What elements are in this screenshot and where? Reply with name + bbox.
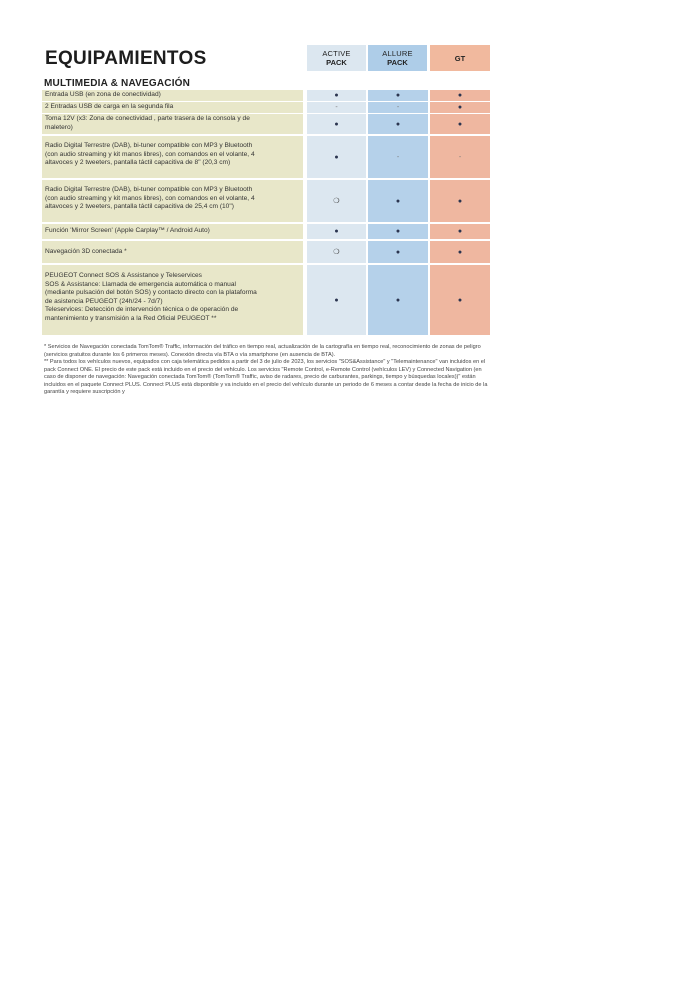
cell-allure-pack: ● (368, 180, 428, 222)
cell-allure-pack: - (368, 102, 428, 113)
cell-active-pack: ● (307, 265, 366, 335)
cell-gt: ● (430, 102, 490, 113)
row-label (42, 136, 303, 178)
column-header-line2: GT (454, 53, 466, 63)
row-label (42, 180, 303, 222)
cell-active-pack: ❍ (307, 241, 366, 263)
table-row (42, 90, 490, 101)
row-label-line: SOS & Assistance: Llamada de emergencia automática o manual (45, 280, 236, 288)
row-label (42, 265, 303, 335)
cell-gt: ● (430, 180, 490, 222)
row-label-line: altavoces y 2 tweeters, pantalla táctil capacitiva de 25,4 cm (10") (45, 203, 234, 211)
row-label-line: Toma 12V (x3: Zona de conectividad , parte trasera de la consola y de (45, 115, 250, 122)
table-row (42, 241, 490, 263)
row-label (42, 90, 303, 101)
row-label-line: altavoces y 2 tweeters, pantalla táctil capacitiva de 8" (20,3 cm) (45, 159, 231, 167)
column-header-line2: PACK (326, 58, 347, 67)
table-row (42, 136, 490, 178)
table-row (42, 265, 490, 335)
cell-allure-pack: ● (368, 90, 428, 101)
row-label (42, 114, 303, 134)
column-header-line1: ACTIVE (322, 49, 351, 58)
row-label-line: (con audio streaming y kit manos libres), con comandos en el volante, 4 (45, 150, 255, 158)
row-label-line: Radio Digital Terrestre (DAB), bi-tuner compatible con MP3 y Bluetooth (45, 186, 253, 193)
footnote: * Servicios de Navegación conectada TomTom® Traffic, información del tráfico en tiempo real, actualización de la cartografía en tiempo real, reconocimiento de zonas de peligro (servicios gratuitos durante los 6 primeros meses). Conexión directa vía BTA o vía smartphone (en ausencia de BTA). (44, 344, 481, 358)
row-label-line: maletero) (45, 123, 73, 131)
cell-active-pack: ● (307, 224, 366, 239)
row-label (42, 224, 303, 239)
row-label-line: Navegación 3D conectada * (45, 248, 127, 255)
footnote: ** Para todos los vehículos nuevos, equipados con caja telemática pedidos a partir del 3 de julio de 2023, los servicios "SOS&Assistance" y "Telemaintenance" van incluidos en el pack Connect ONE. El precio de este pack está incluido en el precio del vehículo. Los servicios "Remote Control, e-Remote Control (vehículos LEV) y Connected Navigation (en caso de disponer de navegación: Navegación conectada TomTom® (TomTom® Traffic, aviso de radares, precio de carburantes, parkings, tiempo y búsquedas locales))" están incluidos en el paquete Connect PLUS. Connect PLUS está disponible y va incluido en el precio del vehículo durante un periodo de 6 meses a contar desde la fecha de inicio de la garantía y requiere suscripción y (44, 359, 488, 395)
cell-gt: ● (430, 90, 490, 101)
table-row (42, 102, 490, 113)
cell-allure-pack: - (368, 136, 428, 178)
cell-active-pack: ● (307, 90, 366, 101)
cell-allure-pack: ● (368, 265, 428, 335)
cell-allure-pack: ● (368, 241, 428, 263)
cell-gt: ● (430, 114, 490, 134)
row-label-line: de asistencia PEUGEOT (24h/24 - 7d/7) (45, 297, 163, 305)
column-header-allure-pack (368, 45, 427, 71)
footnotes (44, 344, 490, 397)
row-label-line: Función 'Mirror Screen' (Apple Carplay™ / Android Auto) (45, 227, 210, 234)
table-row (42, 224, 490, 239)
row-label-line: PEUGEOT Connect SOS & Assistance y Teleservices (45, 272, 202, 279)
cell-allure-pack: ● (368, 114, 428, 134)
page-title: EQUIPAMIENTOS (45, 48, 207, 69)
row-label-line: 2 Entradas USB de carga en la segunda fila (45, 103, 174, 110)
cell-gt: ● (430, 224, 490, 239)
cell-allure-pack: ● (368, 224, 428, 239)
row-label-line: Teleservices: Detección de intervención técnica o de operación de (45, 306, 239, 314)
column-header-active-pack (307, 45, 366, 71)
table-row (42, 180, 490, 222)
column-header-gt (430, 45, 490, 71)
column-header-line1: ALLURE (382, 49, 413, 58)
row-label-line: (mediante pulsación del botón SOS) y contacto directo con la plataforma (45, 289, 257, 297)
column-header-line2: PACK (387, 58, 408, 67)
row-label-line: (con audio streaming y kit manos libres), con comandos en el volante, 4 (45, 194, 255, 202)
row-label-line: mantenimiento y transmisión a la Red Oficial PEUGEOT ** (45, 314, 217, 322)
cell-active-pack: ● (307, 136, 366, 178)
cell-gt: ● (430, 241, 490, 263)
table-row (42, 114, 490, 134)
cell-gt: - (430, 136, 490, 178)
row-label (42, 241, 303, 263)
cell-active-pack: ❍ (307, 180, 366, 222)
row-label (42, 102, 303, 113)
row-label-line: Radio Digital Terrestre (DAB), bi-tuner compatible con MP3 y Bluetooth (45, 142, 253, 149)
section-heading: MULTIMEDIA & NAVEGACIÓN (44, 78, 191, 89)
row-label-line: Entrada USB (en zona de conectividad) (45, 91, 161, 98)
cell-gt: ● (430, 265, 490, 335)
cell-active-pack: - (307, 102, 366, 113)
cell-active-pack: ● (307, 114, 366, 134)
